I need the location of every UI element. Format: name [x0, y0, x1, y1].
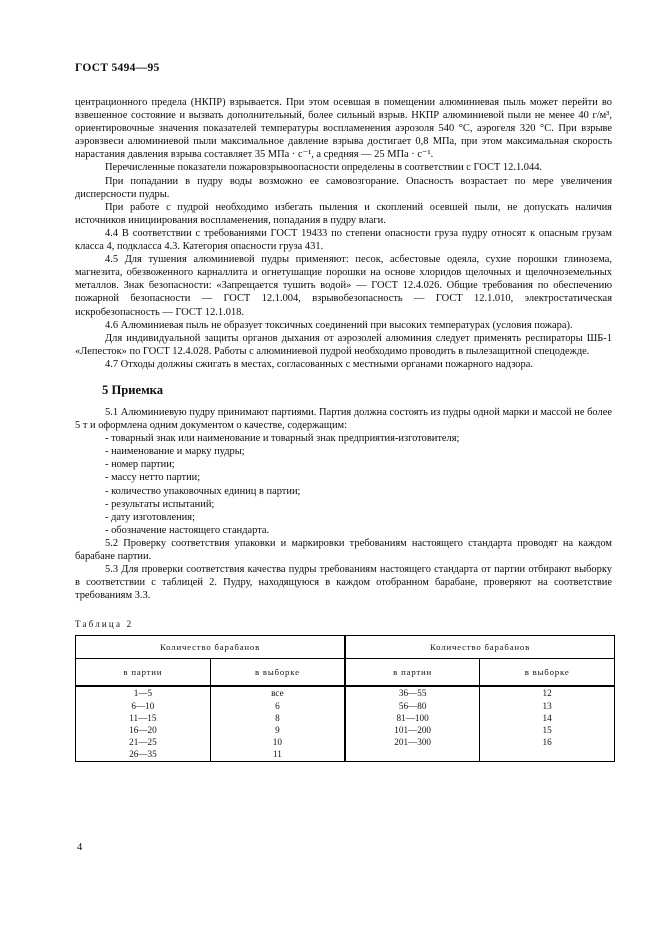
table-value: 56—80 — [398, 700, 427, 711]
para-explosion-continuation: центрационного предела (НКПР) взрывается. При этом осевшая в помещении алюминиевая пыль может перейти во взвешенное состояние и вызвать дополнительный, более сильный взрыв. НКПР алюминиевой пыли не менее 40 г/м³, ориентировочные значения показателей температуры воспламенения аэрозоля 540 °С, аэрогеля 320 °С. При взрыве аэровзвеси алюминиевой пыли максимальное давление взрыва достигает 0,8 МПа, при этом максимальная скорость нарастания давления взрыва составляет 35 МПа · с⁻¹, а средняя — 25 МПа · с⁻¹. — [75, 97, 612, 161]
table-value: 11—15 — [129, 712, 157, 723]
group-header-left: Количество барабанов — [76, 636, 346, 659]
col-header-right-in-batch: в партии — [345, 659, 480, 687]
para-5-2-packaging-check: 5.2 Проверку соответствия упаковки и маркировки требованиям настоящего стандарта проводят на каждом барабане партии. — [75, 537, 612, 562]
col-header-left-in-batch: в партии — [76, 659, 211, 687]
table-subheader-row — [76, 659, 615, 687]
table-value: 13 — [542, 700, 552, 711]
list-item: - товарный знак или наименование и товарный знак предприятия-изготовителя; — [105, 433, 460, 445]
quality-document-list — [75, 432, 612, 537]
cell-right-in-sample — [480, 686, 615, 762]
table-value: 16—20 — [129, 724, 157, 735]
right-in-batch-values — [346, 687, 479, 748]
table-value: 21—25 — [129, 737, 157, 748]
left-in-sample-values — [211, 687, 344, 760]
para-4-5-extinguishing: 4.5 Для тушения алюминиевой пудры применяют: песок, асбестовые одеяла, сухие порошки глинозема, магнезита, обезвоженного карналлита и огнетушащие порошки на основе хлоридов щелочных и щелочноземельных металлов. Знак безопасности: «Запрещается тушить водой» — ГОСТ 12.4.026. Общие требования по обеспечению пожарной безопасности — ГОСТ 12.1.004, взрывобезопасность — ГОСТ 12.1.010, электростатическая искробезопасность — ГОСТ 12.1.018. — [75, 254, 612, 318]
table-value: 81—100 — [396, 712, 429, 723]
list-item: - обозначение настоящего стандарта. — [105, 524, 270, 536]
list-item: - массу нетто партии; — [105, 472, 201, 484]
list-item: - наименование и марку пудры; — [105, 446, 245, 458]
table-value: все — [271, 688, 284, 699]
table-value: 14 — [542, 712, 552, 723]
right-in-sample-values — [480, 687, 614, 748]
para-respirators: Для индивидуальной защиты органов дыхания от аэрозолей алюминия следует применять респираторы ШБ-1 «Лепесток» по ГОСТ 12.4.028. Работы с алюминиевой пудрой необходимо проводить в пылезащитной спецодежде. — [75, 332, 612, 357]
left-in-batch-values — [76, 687, 210, 760]
table-value: 10 — [272, 737, 282, 748]
list-item: - количество упаковочных единиц в партии; — [105, 485, 301, 497]
table-value: 26—35 — [129, 749, 157, 760]
table-value: 9 — [275, 724, 280, 735]
table-value: 101—200 — [394, 724, 431, 735]
para-dust-precautions: При работе с пудрой необходимо избегать пыления и скоплений осевшей пыли, не допускать наличия источников инициирования воспламенения, попадания в пудру влаги. — [75, 201, 612, 226]
table-value: 8 — [275, 712, 280, 723]
page-content — [75, 62, 612, 762]
table-value: 12 — [542, 688, 552, 699]
table-value: 36—55 — [398, 688, 427, 699]
para-self-ignition: При попадании в пудру воды возможно ее самовозгорание. Опасность возрастает по мере увеличения дисперсности пудры. — [75, 175, 612, 200]
cell-left-in-batch — [76, 686, 211, 762]
cell-left-in-sample — [210, 686, 345, 762]
para-4-4-cargo-class: 4.4 В соответствии с требованиями ГОСТ 19433 по степени опасности груза пудру относят к опасным грузам класса 4, подкласса 4.3. Категория опасности груза 431. — [75, 227, 612, 253]
table-value: 1—5 — [133, 688, 153, 699]
col-header-left-in-sample: в выборке — [210, 659, 345, 687]
list-item: - дату изготовления; — [105, 511, 195, 523]
para-5-1-batches: 5.1 Алюминиевую пудру принимают партиями. Партия должна состоять из пудры одной марки и массой не более 5 т и оформлена одним документом о качестве, содержащим: — [75, 406, 612, 432]
group-header-right: Количество барабанов — [345, 636, 615, 659]
table-value: 201—300 — [394, 737, 431, 748]
para-5-3-sampling: 5.3 Для проверки соответствия качества пудры требованиям настоящего стандарта от партии отбирают выборку в соответствии с таблицей 2. Пудру, находящуюся в каждом отобранном барабане, проверяют на соответствие требованиям 3.3. — [75, 564, 612, 602]
list-item: - результаты испытаний; — [105, 498, 215, 510]
table-data-row — [76, 686, 615, 762]
body-text — [75, 96, 612, 762]
col-header-right-in-sample: в выборке — [480, 659, 615, 687]
cell-right-in-batch — [345, 686, 480, 762]
list-item: - номер партии; — [105, 459, 175, 471]
table-value: 15 — [542, 724, 552, 735]
para-4-6-toxicity: 4.6 Алюминиевая пыль не образует токсичных соединений при высоких температурах (условия пожара). — [105, 319, 573, 331]
table-value: 6—10 — [131, 700, 155, 711]
table-value: 6 — [275, 700, 280, 711]
table-group-header-row — [76, 636, 615, 659]
sampling-table — [75, 635, 615, 762]
doc-code-header: ГОСТ 5494—95 — [75, 62, 160, 74]
para-fire-hazard-indicators: Перечисленные показатели пожаровзрывоопасности определены в соответствии с ГОСТ 12.1.044. — [105, 162, 543, 174]
para-4-7-waste-disposal: 4.7 Отходы должны сжигать в местах, согласованных с местными органами пожарного надзора. — [105, 358, 533, 370]
table-value: 11 — [272, 749, 282, 760]
page-number: 4 — [77, 842, 83, 853]
table-value: 16 — [542, 737, 552, 748]
table-label: Таблица 2 — [75, 619, 134, 630]
section-5-heading: 5 Приемка — [102, 382, 164, 397]
